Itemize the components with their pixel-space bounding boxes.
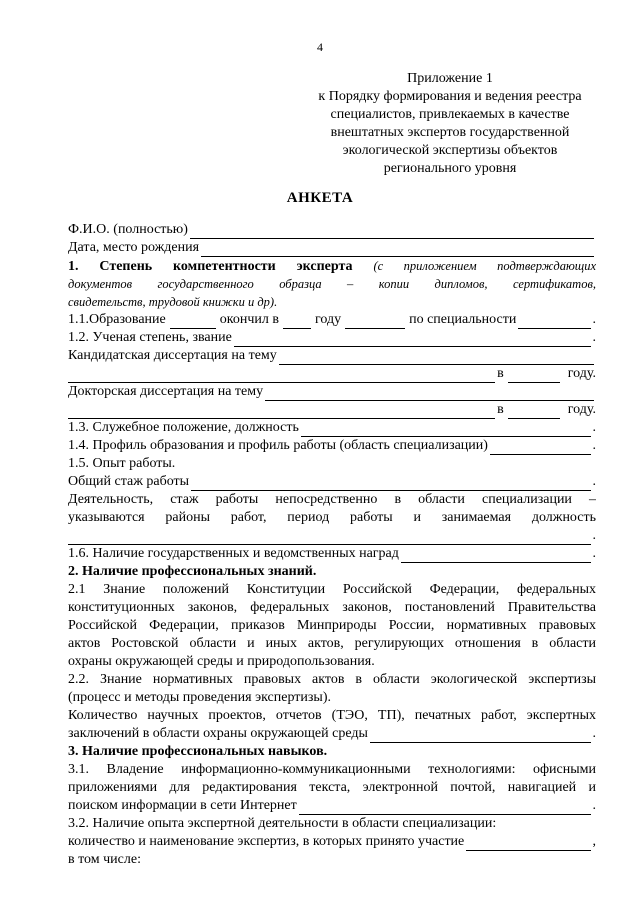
appendix-line: к Порядку формирования и ведения реестра [318,89,582,104]
appendix-line: Приложение 1 [407,71,493,86]
expertise-count-field[interactable] [466,837,590,851]
education-row: 1.1.Образование окончил в году по специальности . [68,312,596,327]
year-label: году [314,312,342,327]
profile-field[interactable] [490,441,591,455]
year-end-label: году. [567,402,596,417]
doctoral-dissertation-field[interactable] [265,387,594,401]
profile-label: 1.4. Профиль образования и профиль работы (область специализации) [68,438,488,453]
questionnaire-body [68,221,596,869]
candidate-year-field[interactable] [508,369,560,383]
birth-field[interactable] [201,243,594,257]
count-label: заключений в области охраны окружающей среды [68,726,368,741]
graduation-year-field[interactable] [283,315,311,329]
total-experience-label: Общий стаж работы [68,474,190,489]
appendix-line: специалистов, привлекаемых в качестве [330,107,570,122]
expertise-count-label: количество и наименование экспертиз, в которых принято участие [68,834,465,849]
candidate-dissertation-label: Кандидатская диссертация на тему [68,348,277,363]
form-title: АНКЕТА [286,190,354,206]
degree-field[interactable] [234,333,591,347]
doctoral-dissertation-row [68,383,596,401]
section2-2-line: (процесс и методы проведения экспертизы). [68,690,331,705]
activity-line: Деятельность, стаж работы непосредственно в области специализации – [68,492,596,507]
section2-1-line: охраны окружающей среды и природопользования. [68,654,375,669]
total-experience-field[interactable] [191,477,590,491]
section2-1-line: Российской Федерации, приказов Минприроды России, нормативных правовых [68,618,596,633]
experience-label: 1.5. Опыт работы. [68,456,176,471]
activity-field-row: . [68,527,596,545]
education-label: 1.1.Образование [68,312,166,327]
awards-row: 1.6. Наличие государственных и ведомственных наград . [68,546,596,561]
section2-1-line: 2.1 Знание положений Конституции Российской Федерации, федеральных [68,582,596,597]
in-label: в [497,402,504,417]
activity-field[interactable] [68,531,591,545]
fio-label: Ф.И.О. (полностью) [68,222,188,237]
in-label: в [497,366,504,381]
appendix-line: экологической экспертизы объектов [342,143,558,158]
year-end-label: году. [567,366,596,381]
internet-field[interactable] [299,801,591,815]
count-line: Количество научных проектов, отчетов (ТЭО, ТП), печатных работ, экспертных [68,708,596,723]
internet-label: поиском информации в сети Интернет [68,798,297,813]
candidate-dissertation-row [68,347,596,365]
degree-row: 1.2. Ученая степень, звание . [68,330,596,345]
section2-heading: 2. Наличие профессиональных знаний. [68,564,317,579]
candidate-dissertation-field-2[interactable] [68,369,495,383]
section3-heading: 3. Наличие профессиональных навыков. [68,744,328,759]
section2-1-line: актов Ростовской области и иных актов, регулирующих отношения в области [68,636,596,651]
education-field[interactable] [170,315,216,329]
total-experience-row: Общий стаж работы . [68,474,596,489]
section2-2-line: 2.2. Знание нормативных правовых актов в области экологической экспертизы [68,672,596,687]
candidate-dissertation-field[interactable] [279,351,594,365]
profile-row: 1.4. Профиль образования и профиль работы (область специализации) . [68,438,596,453]
doctoral-year-field[interactable] [508,405,560,419]
activity-line: указываются районы работ, период работы и занимаемая должность [68,510,596,525]
specialty-label: по специальности [409,312,517,327]
section1-note: (с приложением подтверждающих [373,259,596,273]
degree-label: 1.2. Ученая степень, звание [68,330,232,345]
birth-row [68,239,596,257]
graduated-label: окончил в [219,312,279,327]
appendix-header [300,70,600,178]
section1-heading: 1. Степень компетентности эксперта [68,259,353,274]
position-field[interactable] [301,423,591,437]
fio-field[interactable] [190,225,594,239]
count-field[interactable] [370,729,591,743]
doctoral-year-row [68,401,596,419]
section3-1-line: 3.1. Владение информационно-коммуникационными технологиями: офисными [68,762,596,777]
section1-note-line: документов государственного образца – копии дипломов, сертификатов, [68,277,596,291]
section1-note-line: свидетельств, трудовой книжки и др). [68,295,278,309]
appendix-line: внештатных экспертов государственной [330,125,570,140]
doctoral-dissertation-field-2[interactable] [68,405,495,419]
section3-1-line: приложениями для редактирования текста, электронной почтой, навигацией и [68,780,596,795]
doctoral-dissertation-label: Докторская диссертация на тему [68,384,264,399]
section3-2-line: 3.2. Наличие опыта экспертной деятельности в области специализации: [68,816,497,831]
position-label: 1.3. Служебное положение, должность [68,420,299,435]
awards-field[interactable] [401,549,591,563]
page-number: 4 [317,40,323,54]
candidate-year-row [68,365,596,383]
birth-label: Дата, место рождения [68,240,200,255]
section1-heading-line [68,257,596,275]
fio-row [68,221,596,239]
appendix-line: регионального уровня [383,161,517,176]
specialty-field[interactable] [518,315,590,329]
count-row: заключений в области охраны окружающей среды . [68,726,596,741]
awards-label: 1.6. Наличие государственных и ведомственных наград [68,546,399,561]
expertise-count-row: количество и наименование экспертиз, в которых принято участие , [68,834,596,849]
including-label: в том числе: [68,852,141,867]
internet-row: поиском информации в сети Интернет . [68,798,596,813]
position-row: 1.3. Служебное положение, должность . [68,420,596,435]
section2-1-line: конституционных законов, федеральных законов, постановлений Правительства [68,600,596,615]
graduation-year-extra-field[interactable] [345,315,405,329]
